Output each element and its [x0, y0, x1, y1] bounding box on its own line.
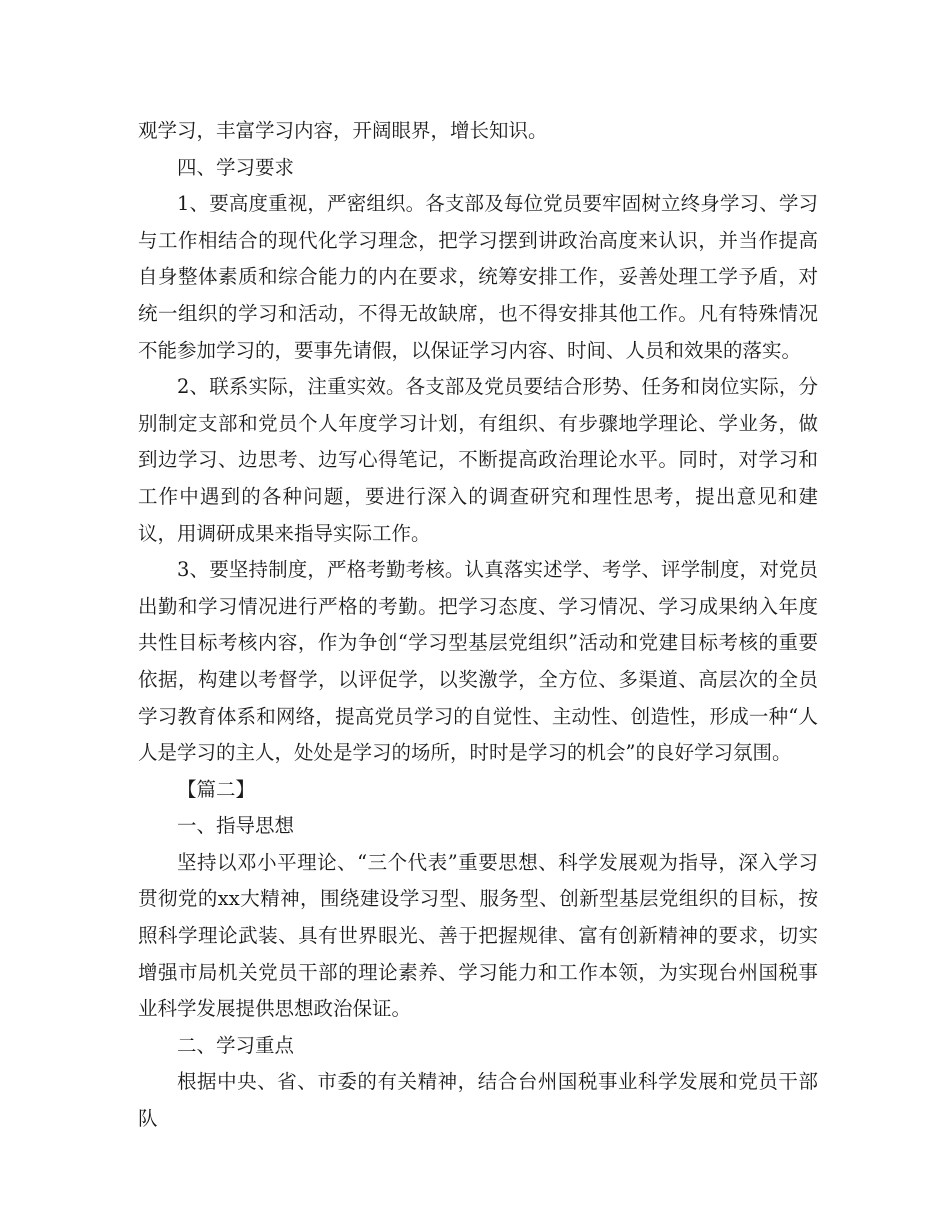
- document-body: [138, 113, 818, 1138]
- paragraph-1: 观学习，丰富学习内容，开阔眼界，增长知识。: [138, 119, 548, 142]
- paragraph-study-focus: 根据中央、省、市委的有关精神，结合台州国税事业科学发展和党员干部队: [138, 1070, 818, 1131]
- paragraph-requirement-3: 3、要坚持制度，严格考勤考核。认真落实述学、考学、评学制度，对党员出勤和学习情况进行严格的考勤。把学习态度、学习情况、学习成果纳入年度共性目标考核内容，作为争创“学习型基层党组织”活动和党建目标考核的重要依据，构建以考督学，以评促学，以奖激学，全方位、多渠道、高层次的全员学习教育体系和网络，提高党员学习的自觉性、主动性、创造性，形成一种“人人是学习的主人，处处是学习的场所，时时是学习的机会”的良好学习氛围。: [138, 558, 818, 765]
- paragraph-requirement-1: 1、要高度重视，严密组织。各支部及每位党员要牢固树立终身学习、学习与工作相结合的现代化学习理念，把学习摆到讲政治高度来认识，并当作提高自身整体素质和综合能力的内在要求，统筹安排工作，妥善处理工学予盾，对统一组织的学习和活动，不得无故缺席，也不得安排其他工作。凡有特殊情况不能参加学习的，要事先请假，以保证学习内容、时间、人员和效果的落实。: [138, 192, 818, 362]
- section-heading-requirements: 四、学习要求: [177, 155, 295, 179]
- section-heading-study-focus: 二、学习重点: [177, 1033, 295, 1057]
- paragraph-requirement-2: 2、联系实际，注重实效。各支部及党员要结合形势、任务和岗位实际，分别制定支部和党员个人年度学习计划，有组织、有步骤地学理论、学业务，做到边学习、边思考、边写心得笔记，不断提高政治理论水平。同时，对学习和工作中遇到的各种问题，要进行深入的调查研究和理性思考，提出意见和建议，用调研成果来指导实际工作。: [138, 375, 818, 545]
- section-heading-guiding-thought: 一、指导思想: [177, 814, 295, 838]
- paragraph-guiding-thought: 坚持以邓小平理论、“三个代表”重要思想、科学发展观为指导，深入学习贯彻党的xx大精神，围绕建设学习型、服务型、创新型基层党组织的目标，按照科学理论武装、具有世界眼光、善于把握规律、富有创新精神的要求，切实增强市局机关党员干部的理论素养、学习能力和工作本领，为实现台州国税事业科学发展提供思想政治保证。: [138, 850, 818, 1021]
- part-two-heading: 【篇二】: [177, 777, 256, 801]
